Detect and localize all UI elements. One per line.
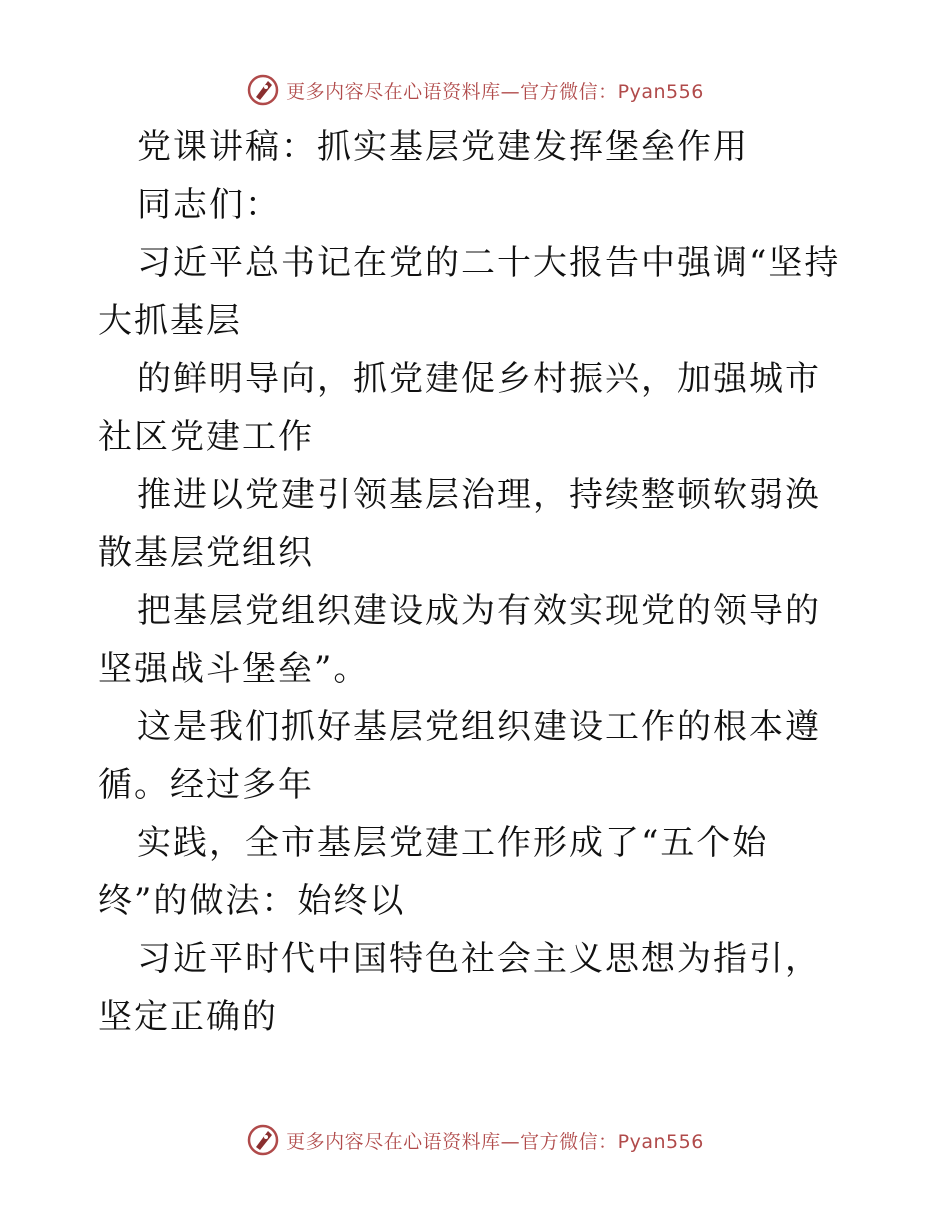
- document-title: 党课讲稿：抓实基层党建发挥堡垒作用: [137, 127, 749, 167]
- pen-nib-logo-icon: [246, 73, 280, 107]
- salutation: 同志们：: [137, 185, 281, 225]
- paragraph: 把基层党组织建设成为有效实现党的领导的坚强战斗堡垒”。: [98, 591, 821, 689]
- watermark-text: 更多内容尽在心语资料库—官方微信：Pyan556: [286, 1130, 704, 1153]
- footer-watermark: [0, 1120, 950, 1160]
- paragraph: 习近平时代中国特色社会主义思想为指引，坚定正确的: [98, 939, 821, 1037]
- paragraph: 实践，全市基层党建工作形成了“五个始终”的做法：始终以: [98, 823, 769, 921]
- document-body: [98, 118, 853, 1046]
- watermark-text: 更多内容尽在心语资料库—官方微信：Pyan556: [286, 80, 704, 103]
- paragraph: 推进以党建引领基层治理，持续整顿软弱涣散基层党组织: [98, 475, 821, 573]
- paragraph: 的鲜明导向，抓党建促乡村振兴，加强城市社区党建工作: [98, 359, 821, 457]
- pen-nib-logo-icon: [246, 1123, 280, 1157]
- header-watermark: [0, 70, 950, 110]
- paragraph: 习近平总书记在党的二十大报告中强调“坚持大抓基层: [98, 243, 841, 341]
- paragraph: 这是我们抓好基层党组织建设工作的根本遵循。经过多年: [98, 707, 821, 805]
